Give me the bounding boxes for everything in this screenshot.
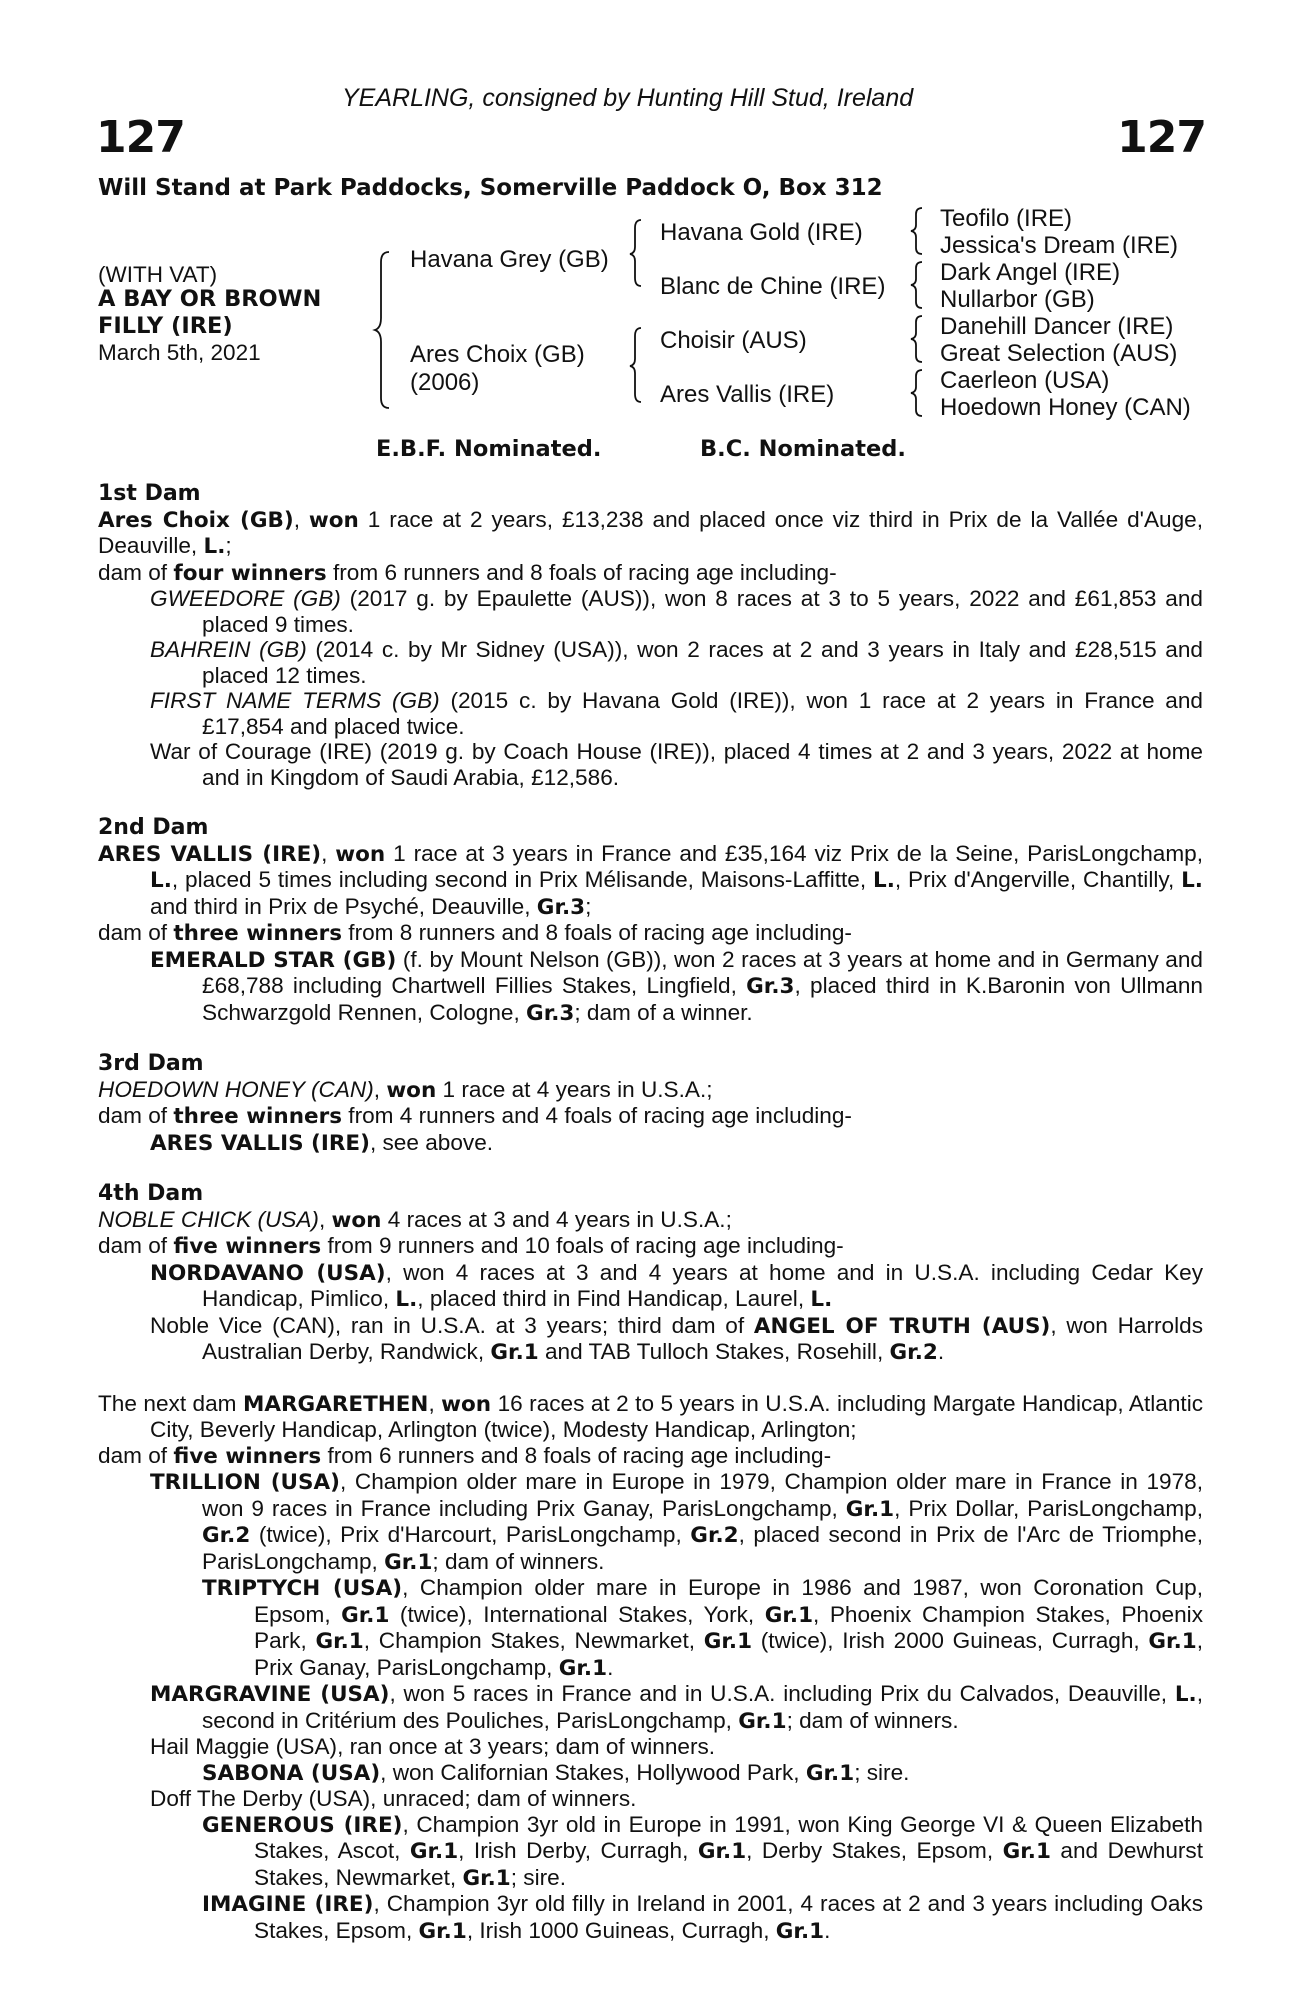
text-run: .	[607, 1654, 614, 1680]
text-run: .	[824, 1917, 831, 1943]
gg-7: Caerleon (USA)	[940, 367, 1110, 394]
text-run: ; sire.	[510, 1864, 566, 1890]
dam1-race-record	[98, 507, 1203, 560]
next-dam-produce-2	[150, 1681, 1203, 1734]
pedigree-brace-g1	[909, 206, 925, 256]
bold-text: TRIPTYCH (USA)	[202, 1576, 403, 1601]
text-run: War of Courage (IRE) (2019 g. by Coach House (IRE)), placed 4 times at 2 and 3 years, 2022 at home and in Kingdom of Saudi Arabia, £12,586.	[150, 739, 1203, 790]
bold-text: Gr.3	[536, 894, 586, 920]
text-run: , placed third in Find Handicap, Laurel,	[417, 1286, 811, 1311]
next-dam-race-record	[98, 1391, 1203, 1443]
bold-text: Gr.2	[889, 1340, 938, 1365]
dam1-produce-summary	[98, 560, 1203, 587]
text-run: and third in Prix de Psyché, Deauville,	[150, 893, 537, 919]
italic-text: NOBLE CHICK (USA)	[98, 1206, 319, 1232]
text-run: , Champion Stakes, Newmarket,	[363, 1628, 704, 1653]
bold-text: Gr.1	[490, 1340, 539, 1365]
bold-text: L.	[1174, 1682, 1197, 1707]
pedigree-brace-main	[373, 250, 393, 410]
bold-text: Gr.1	[805, 1760, 855, 1786]
gg-1: Teofilo (IRE)	[940, 205, 1073, 232]
section-heading-1st-dam: 1st Dam	[98, 481, 201, 506]
text-run: 1 race at 2 years, £13,238 and placed once viz third in Prix de la Vallée d'Auge, Deauville,	[98, 506, 1204, 558]
text-run: The next dam	[98, 1390, 243, 1416]
text-run: , won Harrolds Australian Derby, Randwick,	[202, 1312, 1203, 1364]
bold-text: Gr.1	[697, 1839, 747, 1864]
text-run: ,	[318, 1206, 332, 1232]
bold-text: won	[308, 507, 359, 533]
dam2-race-record	[98, 841, 1203, 921]
text-run: ,	[293, 506, 309, 532]
italic-text: FIRST NAME TERMS (GB)	[150, 688, 440, 713]
dam-name: Ares Choix (GB)	[410, 341, 585, 368]
text-run: from 4 runners and 4 foals of racing age including-	[342, 1103, 852, 1128]
text-run: , second in Critérium des Pouliches, ParisLongchamp,	[202, 1681, 1203, 1733]
text-run: , Phoenix Champion Stakes, Phoenix Park,	[254, 1601, 1203, 1653]
dam2-produce-summary	[98, 920, 1203, 947]
bold-text: ANGEL OF TRUTH (AUS)	[753, 1313, 1051, 1339]
dam1-produce-4	[150, 739, 1203, 790]
text-run: from 6 runners and 8 foals of racing age including-	[326, 559, 837, 585]
text-run: , see above.	[369, 1129, 494, 1155]
bold-text: ARES VALLIS (IRE)	[98, 841, 322, 867]
sire-sire-name: Havana Gold (IRE)	[660, 219, 863, 246]
next-dam-produce-4	[150, 1786, 1203, 1812]
gg-4: Nullarbor (GB)	[940, 286, 1095, 313]
bold-text: Ares Choix (GB)	[98, 507, 294, 533]
bold-text: won	[441, 1391, 492, 1417]
dam3-produce-1	[150, 1130, 1203, 1157]
text-run: (2015 c. by Havana Gold (IRE)), won 1 race at 2 years in France and £17,854 and placed twice.	[202, 688, 1203, 739]
bold-text: three winners	[173, 921, 343, 946]
text-run: ; dam of winners.	[786, 1707, 959, 1733]
next-dam-produce-3a	[202, 1760, 1203, 1787]
italic-text: BAHREIN (GB)	[150, 637, 307, 662]
text-run: , Prix Ganay, ParisLongchamp,	[254, 1628, 1203, 1680]
text-run: dam of	[98, 1442, 174, 1468]
next-dam-produce-4b	[202, 1891, 1203, 1944]
text-run: , Irish Derby, Curragh,	[458, 1838, 698, 1863]
text-run: ;	[585, 893, 592, 919]
bold-text: Gr.1	[341, 1602, 390, 1628]
bold-text: Gr.2	[690, 1523, 739, 1548]
bold-text: L.	[1181, 868, 1203, 893]
bold-text: three winners	[173, 1104, 343, 1129]
italic-text: GWEEDORE (GB)	[150, 586, 341, 611]
bold-text: Gr.1	[775, 1918, 825, 1944]
bold-text: Gr.1	[384, 1549, 433, 1575]
text-run: Hail Maggie (USA), ran once at 3 years; dam of winners.	[150, 1734, 716, 1759]
bold-text: Gr.1	[738, 1708, 787, 1734]
bold-text: Gr.1	[462, 1865, 511, 1891]
lot-number-right: 127	[1117, 112, 1206, 163]
text-run: 16 races at 2 to 5 years in U.S.A. including Margate Handicap, Atlantic City, Beverly Handicap, Arlington (twice), Modesty Handicap, Arlington;	[150, 1390, 1204, 1442]
bold-text: Gr.1	[418, 1918, 467, 1944]
text-run: , Irish 1000 Guineas, Curragh,	[466, 1917, 776, 1943]
text-run: , won 4 races at 3 and 4 years at home and in U.S.A. including Cedar Key Handicap, Pimlico,	[202, 1259, 1203, 1311]
pedigree-brace-g4	[909, 368, 925, 418]
text-run: dam of	[98, 559, 174, 585]
bold-text: five winners	[173, 1443, 322, 1469]
text-run: and TAB Tulloch Stakes, Rosehill,	[538, 1339, 890, 1364]
bold-text: Gr.1	[764, 1602, 814, 1628]
dam-year: (2006)	[410, 369, 480, 396]
dam1-produce-2	[150, 637, 1203, 688]
text-run: and Dewhurst Stakes, Newmarket,	[254, 1838, 1203, 1890]
next-dam-produce-1a	[202, 1575, 1203, 1681]
text-run: (2017 g. by Epaulette (AUS)), won 8 races at 3 to 5 years, 2022 and £61,853 and placed 9 times.	[202, 586, 1203, 637]
sire-name: Havana Grey (GB)	[410, 246, 609, 273]
text-run: (twice), Prix d'Harcourt, ParisLongchamp,	[250, 1522, 691, 1547]
bold-text: ARES VALLIS (IRE)	[150, 1130, 370, 1156]
text-run: ;	[225, 533, 232, 558]
gg-5: Danehill Dancer (IRE)	[940, 313, 1174, 340]
bold-text: Gr.1	[703, 1629, 753, 1654]
bold-text: SABONA (USA)	[202, 1760, 381, 1786]
text-run: , Prix Dollar, ParisLongchamp,	[894, 1495, 1203, 1521]
section-heading-3rd-dam: 3rd Dam	[98, 1051, 204, 1076]
dam4-produce-2	[150, 1313, 1203, 1366]
dam2-produce-1	[150, 947, 1203, 1027]
text-run: dam of	[98, 1103, 174, 1128]
bold-text: Gr.1	[1002, 1839, 1051, 1864]
text-run: Noble Vice (CAN), ran in U.S.A. at 3 years; third dam of	[150, 1312, 754, 1338]
foaling-date: March 5th, 2021	[98, 340, 261, 365]
text-run: , won 5 races in France and in U.S.A. including Prix du Calvados, Deauville,	[389, 1681, 1175, 1706]
horse-description-1: A BAY OR BROWN	[98, 286, 322, 312]
bold-text: Gr.1	[845, 1496, 895, 1522]
bold-text: L.	[395, 1287, 418, 1312]
vat-note: (WITH VAT)	[98, 262, 218, 287]
horse-description-2: FILLY (IRE)	[98, 313, 233, 339]
text-run: ; dam of winners.	[432, 1548, 605, 1574]
text-run: from 6 runners and 8 foals of racing age including-	[321, 1442, 832, 1468]
text-run: , Champion older mare in Europe in 1986 and 1987, won Coronation Cup, Epsom,	[254, 1575, 1203, 1627]
next-dam-produce-summary	[98, 1443, 1203, 1470]
text-run: , Derby Stakes, Epsom,	[746, 1838, 1003, 1863]
bold-text: four winners	[173, 560, 327, 586]
text-run: from 8 runners and 8 foals of racing age including-	[342, 920, 852, 945]
bold-text: TRILLION (USA)	[150, 1470, 340, 1495]
gg-6: Great Selection (AUS)	[940, 340, 1178, 367]
bold-text: Gr.1	[1148, 1629, 1197, 1654]
dam4-produce-1	[150, 1260, 1203, 1313]
lot-number-left: 127	[96, 112, 185, 163]
text-run: , Champion older mare in Europe in 1979, Champion older mare in France in 1978, won 9 races in France including Prix Ganay, ParisLongchamp,	[202, 1469, 1203, 1521]
next-dam-produce-1	[150, 1469, 1203, 1575]
text-run: 4 races at 3 and 4 years in U.S.A.;	[381, 1206, 732, 1232]
bold-text: L.	[203, 534, 226, 559]
dam-dam-name: Ares Vallis (IRE)	[660, 381, 835, 408]
text-run: 1 race at 4 years in U.S.A.;	[436, 1076, 713, 1102]
bold-text: IMAGINE (IRE)	[202, 1892, 374, 1917]
text-run: , placed 5 times including second in Prix Mélisande, Maisons-Laffitte,	[171, 867, 873, 892]
pedigree-brace-g3	[909, 314, 925, 364]
bold-text: Gr.2	[202, 1523, 251, 1548]
stand-location: Will Stand at Park Paddocks, Somerville Paddock O, Box 312	[98, 175, 883, 201]
dam3-race-record	[98, 1077, 1203, 1104]
dam-sire-name: Choisir (AUS)	[660, 327, 807, 354]
dam4-race-record	[98, 1207, 1203, 1234]
gg-3: Dark Angel (IRE)	[940, 259, 1121, 286]
bold-text: EMERALD STAR (GB)	[150, 947, 397, 973]
bold-text: Gr.3	[526, 1000, 575, 1026]
dam1-produce-1	[150, 586, 1203, 637]
pedigree-brace-dam	[628, 326, 644, 404]
text-run: ,	[428, 1390, 442, 1416]
text-run: , won Californian Stakes, Hollywood Park,	[380, 1759, 806, 1785]
text-run: .	[937, 1339, 945, 1364]
text-run: dam of	[98, 920, 174, 945]
pedigree-brace-sire	[628, 218, 644, 288]
bold-text: Gr.3	[746, 974, 795, 999]
text-run: (2014 c. by Mr Sidney (USA)), won 2 races at 2 and 3 years in Italy and £28,515 and placed 12 times.	[202, 637, 1203, 688]
next-dam-produce-4a	[202, 1812, 1203, 1892]
consignor-line: YEARLING, consigned by Hunting Hill Stud, Ireland	[342, 84, 914, 112]
catalogue-body	[98, 481, 1203, 1944]
text-run: ; sire.	[854, 1759, 910, 1785]
text-run: (twice), Irish 2000 Guineas, Curragh,	[752, 1628, 1149, 1653]
dam3-produce-summary	[98, 1103, 1203, 1130]
text-run: dam of	[98, 1233, 174, 1258]
bold-text: won	[335, 841, 386, 867]
gg-2: Jessica's Dream (IRE)	[940, 232, 1178, 259]
text-run: from 9 runners and 10 foals of racing age including-	[321, 1233, 844, 1258]
bold-text: Gr.1	[558, 1655, 608, 1681]
text-run: , Champion 3yr old filly in Ireland in 2001, 4 races at 2 and 3 years including Oaks Stakes, Epsom,	[254, 1891, 1203, 1943]
bold-text: won	[331, 1207, 382, 1233]
bold-text: L.	[873, 868, 895, 893]
section-heading-2nd-dam: 2nd Dam	[98, 815, 209, 840]
bold-text: won	[386, 1077, 437, 1103]
bold-text: GENEROUS (IRE)	[202, 1812, 403, 1838]
text-run: , Prix d'Angerville, Chantilly,	[894, 867, 1182, 892]
ebf-nomination: E.B.F. Nominated.	[376, 436, 602, 462]
gg-8: Hoedown Honey (CAN)	[940, 394, 1191, 421]
bold-text: MARGRAVINE (USA)	[150, 1682, 390, 1707]
text-run: , placed second in Prix de l'Arc de Triomphe, ParisLongchamp,	[202, 1522, 1203, 1574]
sire-dam-name: Blanc de Chine (IRE)	[660, 273, 886, 300]
bold-text: NORDAVANO (USA)	[150, 1260, 386, 1286]
text-run: , placed third in K.Baronin von Ullmann Schwarzgold Rennen, Cologne,	[202, 973, 1203, 1025]
text-run: (twice), International Stakes, York,	[389, 1601, 765, 1627]
bold-text: MARGARETHEN	[242, 1391, 429, 1417]
dam4-produce-summary	[98, 1233, 1203, 1260]
text-run: ,	[373, 1076, 387, 1102]
text-run: Doff The Derby (USA), unraced; dam of winners.	[150, 1786, 637, 1811]
italic-text: HOEDOWN HONEY (CAN)	[98, 1076, 374, 1102]
text-run: ; dam of a winner.	[574, 999, 753, 1025]
bold-text: five winners	[173, 1234, 322, 1259]
text-run: , Champion 3yr old in Europe in 1991, won King George VI & Queen Elizabeth Stakes, Ascot,	[254, 1811, 1203, 1863]
bold-text: L.	[810, 1287, 833, 1312]
bold-text: Gr.1	[315, 1629, 364, 1654]
text-run: 1 race at 3 years in France and £35,164 viz Prix de la Seine, ParisLongchamp,	[385, 840, 1203, 866]
next-dam-produce-3	[150, 1734, 1203, 1760]
dam1-produce-3	[150, 688, 1203, 739]
text-run: (f. by Mount Nelson (GB)), won 2 races at 3 years at home and in Germany and £68,788 including Chartwell Fillies Stakes, Lingfield,	[202, 946, 1203, 998]
bold-text: L.	[150, 868, 172, 893]
bold-text: Gr.1	[409, 1839, 459, 1864]
section-heading-4th-dam: 4th Dam	[98, 1181, 204, 1206]
text-run: ,	[321, 840, 336, 866]
pedigree-brace-g2	[909, 260, 925, 310]
bc-nomination: B.C. Nominated.	[700, 436, 906, 462]
